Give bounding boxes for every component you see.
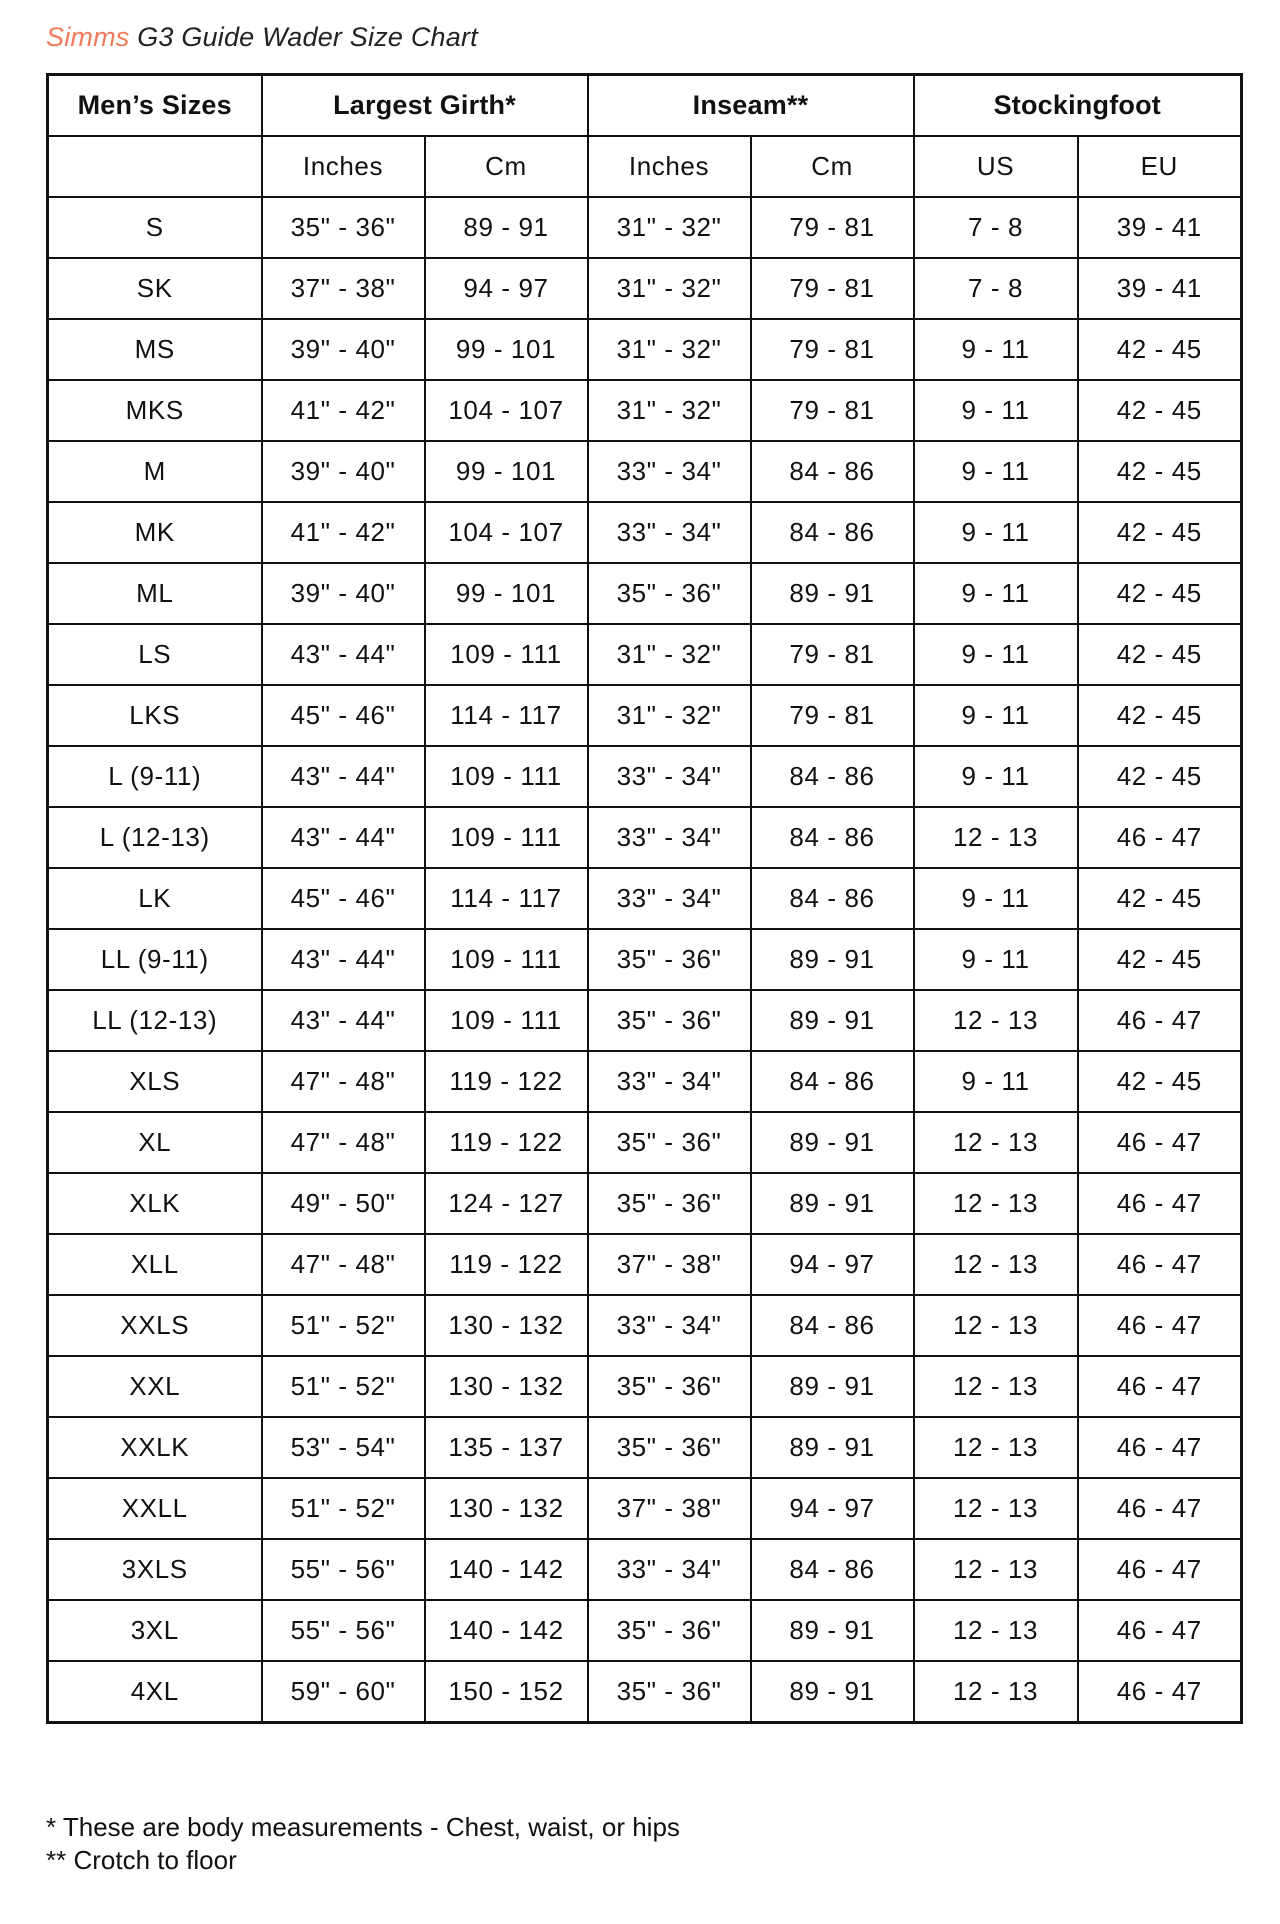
brand-name: Simms: [46, 22, 130, 52]
cell-inseam-cm: 84 - 86: [751, 746, 914, 807]
cell-inseam-inches: 35" - 36": [588, 990, 751, 1051]
cell-inseam-cm: 84 - 86: [751, 807, 914, 868]
cell-girth-inches: 41" - 42": [262, 502, 425, 563]
footnotes: [46, 1811, 680, 1877]
cell-girth-inches: 43" - 44": [262, 746, 425, 807]
cell-girth-inches: 49" - 50": [262, 1173, 425, 1234]
table-row: [48, 685, 1242, 746]
cell-inseam-cm: 89 - 91: [751, 563, 914, 624]
cell-size: 3XL: [48, 1600, 262, 1661]
cell-foot-us: 12 - 13: [914, 1234, 1078, 1295]
cell-size: MKS: [48, 380, 262, 441]
cell-inseam-cm: 94 - 97: [751, 1478, 914, 1539]
cell-inseam-inches: 35" - 36": [588, 1173, 751, 1234]
cell-inseam-cm: 89 - 91: [751, 1600, 914, 1661]
cell-inseam-inches: 35" - 36": [588, 929, 751, 990]
cell-foot-us: 9 - 11: [914, 746, 1078, 807]
cell-inseam-inches: 33" - 34": [588, 746, 751, 807]
cell-girth-cm: 119 - 122: [425, 1234, 588, 1295]
cell-inseam-cm: 89 - 91: [751, 1356, 914, 1417]
cell-girth-cm: 130 - 132: [425, 1478, 588, 1539]
cell-girth-inches: 43" - 44": [262, 807, 425, 868]
cell-size: SK: [48, 258, 262, 319]
table-row: [48, 1051, 1242, 1112]
table-row: [48, 1417, 1242, 1478]
cell-foot-us: 7 - 8: [914, 258, 1078, 319]
cell-girth-inches: 51" - 52": [262, 1356, 425, 1417]
cell-foot-eu: 46 - 47: [1078, 1539, 1242, 1600]
cell-girth-inches: 39" - 40": [262, 319, 425, 380]
cell-inseam-cm: 84 - 86: [751, 1539, 914, 1600]
group-header-row: [48, 75, 1242, 137]
cell-inseam-inches: 33" - 34": [588, 1051, 751, 1112]
cell-foot-us: 12 - 13: [914, 807, 1078, 868]
cell-foot-eu: 42 - 45: [1078, 441, 1242, 502]
cell-inseam-inches: 33" - 34": [588, 868, 751, 929]
cell-inseam-inches: 31" - 32": [588, 258, 751, 319]
table-row: [48, 624, 1242, 685]
cell-girth-inches: 47" - 48": [262, 1112, 425, 1173]
table-row: [48, 258, 1242, 319]
table-row: [48, 1112, 1242, 1173]
cell-girth-cm: 119 - 122: [425, 1112, 588, 1173]
cell-girth-inches: 41" - 42": [262, 380, 425, 441]
page-title: [46, 22, 478, 53]
cell-girth-cm: 130 - 132: [425, 1356, 588, 1417]
sub-header-inseam-inches: Inches: [588, 136, 751, 197]
cell-girth-inches: 55" - 56": [262, 1539, 425, 1600]
cell-girth-inches: 51" - 52": [262, 1478, 425, 1539]
cell-inseam-inches: 35" - 36": [588, 1661, 751, 1723]
cell-foot-eu: 39 - 41: [1078, 197, 1242, 258]
cell-girth-cm: 109 - 111: [425, 807, 588, 868]
table-row: [48, 929, 1242, 990]
cell-inseam-cm: 79 - 81: [751, 258, 914, 319]
cell-foot-us: 9 - 11: [914, 319, 1078, 380]
cell-girth-cm: 150 - 152: [425, 1661, 588, 1723]
cell-inseam-cm: 79 - 81: [751, 685, 914, 746]
footnote-girth: * These are body measurements - Chest, waist, or hips: [46, 1812, 680, 1842]
cell-girth-inches: 59" - 60": [262, 1661, 425, 1723]
footnote-inseam: ** Crotch to floor: [46, 1845, 237, 1875]
cell-girth-cm: 94 - 97: [425, 258, 588, 319]
cell-foot-us: 12 - 13: [914, 1539, 1078, 1600]
cell-girth-cm: 104 - 107: [425, 502, 588, 563]
cell-inseam-inches: 35" - 36": [588, 1600, 751, 1661]
cell-foot-us: 12 - 13: [914, 1661, 1078, 1723]
table-row: [48, 380, 1242, 441]
cell-foot-us: 12 - 13: [914, 1112, 1078, 1173]
cell-foot-eu: 42 - 45: [1078, 563, 1242, 624]
cell-inseam-inches: 33" - 34": [588, 1539, 751, 1600]
cell-girth-inches: 43" - 44": [262, 990, 425, 1051]
cell-inseam-inches: 37" - 38": [588, 1234, 751, 1295]
cell-foot-eu: 46 - 47: [1078, 1295, 1242, 1356]
table-row: [48, 1356, 1242, 1417]
cell-girth-cm: 89 - 91: [425, 197, 588, 258]
cell-foot-us: 12 - 13: [914, 1295, 1078, 1356]
cell-girth-inches: 55" - 56": [262, 1600, 425, 1661]
cell-size: LKS: [48, 685, 262, 746]
cell-size: XLL: [48, 1234, 262, 1295]
cell-girth-cm: 140 - 142: [425, 1539, 588, 1600]
cell-foot-eu: 46 - 47: [1078, 990, 1242, 1051]
cell-size: S: [48, 197, 262, 258]
cell-girth-inches: 43" - 44": [262, 929, 425, 990]
cell-size: 3XLS: [48, 1539, 262, 1600]
cell-foot-us: 9 - 11: [914, 685, 1078, 746]
header-stockingfoot: Stockingfoot: [914, 75, 1242, 137]
cell-foot-eu: 42 - 45: [1078, 746, 1242, 807]
cell-inseam-cm: 89 - 91: [751, 1173, 914, 1234]
cell-girth-cm: 99 - 101: [425, 563, 588, 624]
cell-inseam-inches: 31" - 32": [588, 685, 751, 746]
cell-girth-cm: 109 - 111: [425, 990, 588, 1051]
cell-size: 4XL: [48, 1661, 262, 1723]
cell-foot-us: 9 - 11: [914, 929, 1078, 990]
cell-girth-cm: 99 - 101: [425, 319, 588, 380]
cell-girth-inches: 35" - 36": [262, 197, 425, 258]
cell-foot-eu: 39 - 41: [1078, 258, 1242, 319]
cell-inseam-inches: 33" - 34": [588, 807, 751, 868]
table-row: [48, 1295, 1242, 1356]
cell-foot-eu: 46 - 47: [1078, 1112, 1242, 1173]
cell-inseam-inches: 31" - 32": [588, 319, 751, 380]
cell-girth-cm: 109 - 111: [425, 746, 588, 807]
cell-foot-us: 12 - 13: [914, 1173, 1078, 1234]
header-largest-girth: Largest Girth*: [262, 75, 588, 137]
cell-inseam-inches: 31" - 32": [588, 197, 751, 258]
cell-inseam-cm: 84 - 86: [751, 1295, 914, 1356]
cell-foot-us: 12 - 13: [914, 1356, 1078, 1417]
cell-girth-cm: 124 - 127: [425, 1173, 588, 1234]
cell-inseam-inches: 33" - 34": [588, 441, 751, 502]
cell-inseam-cm: 84 - 86: [751, 1051, 914, 1112]
cell-inseam-cm: 79 - 81: [751, 380, 914, 441]
cell-size: M: [48, 441, 262, 502]
cell-inseam-inches: 35" - 36": [588, 1356, 751, 1417]
cell-size: L (12-13): [48, 807, 262, 868]
cell-inseam-inches: 35" - 36": [588, 1112, 751, 1173]
cell-foot-us: 9 - 11: [914, 502, 1078, 563]
cell-foot-eu: 42 - 45: [1078, 502, 1242, 563]
cell-foot-eu: 42 - 45: [1078, 685, 1242, 746]
cell-inseam-cm: 89 - 91: [751, 1112, 914, 1173]
cell-size: XXLK: [48, 1417, 262, 1478]
cell-foot-us: 9 - 11: [914, 441, 1078, 502]
cell-inseam-cm: 84 - 86: [751, 502, 914, 563]
cell-girth-cm: 114 - 117: [425, 868, 588, 929]
cell-inseam-cm: 89 - 91: [751, 929, 914, 990]
cell-foot-us: 9 - 11: [914, 868, 1078, 929]
cell-foot-eu: 42 - 45: [1078, 929, 1242, 990]
cell-size: XLK: [48, 1173, 262, 1234]
cell-size: MK: [48, 502, 262, 563]
table-row: [48, 1173, 1242, 1234]
cell-foot-us: 7 - 8: [914, 197, 1078, 258]
cell-inseam-cm: 84 - 86: [751, 441, 914, 502]
table-row: [48, 563, 1242, 624]
table-row: [48, 1539, 1242, 1600]
cell-inseam-cm: 89 - 91: [751, 990, 914, 1051]
cell-inseam-inches: 31" - 32": [588, 380, 751, 441]
table-row: [48, 990, 1242, 1051]
cell-girth-cm: 114 - 117: [425, 685, 588, 746]
cell-size: XLS: [48, 1051, 262, 1112]
cell-girth-inches: 47" - 48": [262, 1051, 425, 1112]
cell-foot-eu: 42 - 45: [1078, 380, 1242, 441]
cell-foot-us: 9 - 11: [914, 563, 1078, 624]
cell-size: MS: [48, 319, 262, 380]
cell-inseam-inches: 33" - 34": [588, 1295, 751, 1356]
table-row: [48, 319, 1242, 380]
cell-inseam-cm: 94 - 97: [751, 1234, 914, 1295]
cell-foot-us: 12 - 13: [914, 1478, 1078, 1539]
chart-title: G3 Guide Wader Size Chart: [137, 22, 478, 52]
sub-header-girth-inches: Inches: [262, 136, 425, 197]
cell-girth-inches: 45" - 46": [262, 685, 425, 746]
table-row: [48, 1478, 1242, 1539]
cell-girth-inches: 51" - 52": [262, 1295, 425, 1356]
table-row: [48, 1661, 1242, 1723]
table-row: [48, 502, 1242, 563]
cell-foot-eu: 46 - 47: [1078, 1356, 1242, 1417]
cell-size: XXLS: [48, 1295, 262, 1356]
size-chart-table: [46, 73, 1243, 1724]
cell-foot-eu: 46 - 47: [1078, 1417, 1242, 1478]
cell-size: LL (9-11): [48, 929, 262, 990]
cell-girth-cm: 119 - 122: [425, 1051, 588, 1112]
cell-foot-us: 9 - 11: [914, 380, 1078, 441]
cell-foot-eu: 46 - 47: [1078, 1234, 1242, 1295]
cell-girth-cm: 140 - 142: [425, 1600, 588, 1661]
cell-girth-cm: 104 - 107: [425, 380, 588, 441]
table-row: [48, 197, 1242, 258]
cell-size: XXL: [48, 1356, 262, 1417]
header-inseam: Inseam**: [588, 75, 914, 137]
cell-girth-inches: 39" - 40": [262, 563, 425, 624]
cell-inseam-inches: 35" - 36": [588, 1417, 751, 1478]
table-row: [48, 1234, 1242, 1295]
cell-inseam-inches: 31" - 32": [588, 624, 751, 685]
cell-girth-cm: 99 - 101: [425, 441, 588, 502]
cell-girth-cm: 135 - 137: [425, 1417, 588, 1478]
cell-girth-inches: 45" - 46": [262, 868, 425, 929]
cell-size: LK: [48, 868, 262, 929]
sub-header-row: [48, 136, 1242, 197]
cell-foot-us: 12 - 13: [914, 1417, 1078, 1478]
cell-size: LS: [48, 624, 262, 685]
cell-foot-us: 12 - 13: [914, 990, 1078, 1051]
cell-inseam-cm: 79 - 81: [751, 319, 914, 380]
cell-foot-eu: 42 - 45: [1078, 1051, 1242, 1112]
cell-foot-us: 9 - 11: [914, 624, 1078, 685]
table-row: [48, 746, 1242, 807]
cell-inseam-cm: 79 - 81: [751, 624, 914, 685]
cell-foot-us: 9 - 11: [914, 1051, 1078, 1112]
cell-inseam-inches: 35" - 36": [588, 563, 751, 624]
cell-girth-cm: 109 - 111: [425, 929, 588, 990]
cell-girth-inches: 43" - 44": [262, 624, 425, 685]
sub-header-empty: [48, 136, 262, 197]
cell-inseam-cm: 89 - 91: [751, 1417, 914, 1478]
cell-foot-eu: 46 - 47: [1078, 1478, 1242, 1539]
table-row: [48, 441, 1242, 502]
sub-header-girth-cm: Cm: [425, 136, 588, 197]
cell-inseam-cm: 84 - 86: [751, 868, 914, 929]
cell-foot-eu: 46 - 47: [1078, 807, 1242, 868]
cell-foot-us: 12 - 13: [914, 1600, 1078, 1661]
cell-foot-eu: 46 - 47: [1078, 1661, 1242, 1723]
cell-inseam-inches: 37" - 38": [588, 1478, 751, 1539]
cell-girth-inches: 37" - 38": [262, 258, 425, 319]
table-row: [48, 807, 1242, 868]
cell-foot-eu: 46 - 47: [1078, 1600, 1242, 1661]
cell-foot-eu: 46 - 47: [1078, 1173, 1242, 1234]
sub-header-foot-eu: EU: [1078, 136, 1242, 197]
table-row: [48, 868, 1242, 929]
cell-girth-inches: 39" - 40": [262, 441, 425, 502]
sub-header-foot-us: US: [914, 136, 1078, 197]
table-row: [48, 1600, 1242, 1661]
cell-size: ML: [48, 563, 262, 624]
cell-girth-inches: 47" - 48": [262, 1234, 425, 1295]
cell-size: LL (12-13): [48, 990, 262, 1051]
cell-girth-cm: 109 - 111: [425, 624, 588, 685]
header-mens-sizes: Men’s Sizes: [48, 75, 262, 137]
cell-girth-inches: 53" - 54": [262, 1417, 425, 1478]
cell-size: L (9-11): [48, 746, 262, 807]
cell-inseam-inches: 33" - 34": [588, 502, 751, 563]
cell-foot-eu: 42 - 45: [1078, 868, 1242, 929]
cell-inseam-cm: 79 - 81: [751, 197, 914, 258]
size-chart-body: [48, 197, 1242, 1723]
cell-girth-cm: 130 - 132: [425, 1295, 588, 1356]
cell-foot-eu: 42 - 45: [1078, 624, 1242, 685]
cell-foot-eu: 42 - 45: [1078, 319, 1242, 380]
sub-header-inseam-cm: Cm: [751, 136, 914, 197]
cell-size: XXLL: [48, 1478, 262, 1539]
cell-inseam-cm: 89 - 91: [751, 1661, 914, 1723]
cell-size: XL: [48, 1112, 262, 1173]
